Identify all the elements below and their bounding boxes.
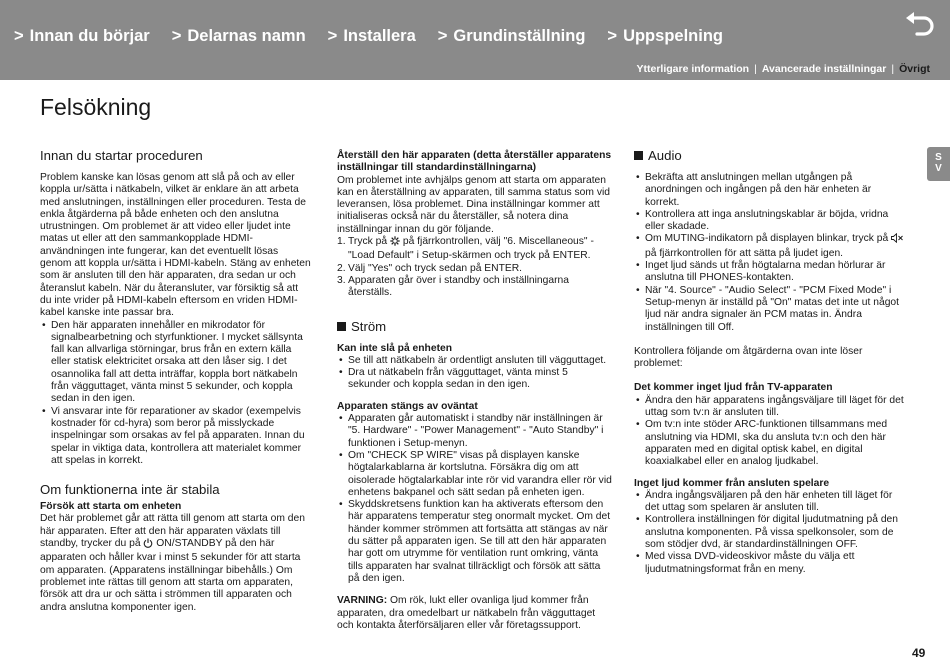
list-text-a: Om MUTING-indikatorn på displayen blinkar, tryck på — [645, 233, 889, 245]
nav-uppspelning[interactable] — [607, 27, 723, 46]
restart-text-a: Det här problemet går att rätta till genom att starta om den här apparaten. Efter att den här apparaten växlats till standby, trycker du på — [40, 513, 305, 550]
bullet-list — [634, 395, 908, 469]
list-text-b: på fjärrkontrollen för att sätta på ljudet igen. — [645, 247, 844, 259]
nav-arrow: > — [14, 27, 24, 45]
subheading-player-no-sound: Inget ljud kommer från ansluten spelare — [634, 477, 830, 489]
square-bullet-icon — [337, 322, 346, 331]
mute-icon — [891, 233, 904, 247]
step-item — [337, 236, 613, 263]
list-item: • Kontrollera inställningen för digital ljudutmatning på den anslutna komponenten. På vissa spelkonsoler, som de som stödjer dvd, är standardinställningen OFF. — [634, 514, 908, 551]
list-item: • Med vissa DVD-videoskivor måste du välja ett ljudutmatningsformat från en meny. — [634, 551, 908, 576]
nav-arrow: > — [437, 27, 448, 45]
page-number: 49 — [912, 646, 926, 660]
lang-letter: V — [935, 163, 942, 174]
section-heading-audio — [634, 148, 908, 164]
list-item: • Apparaten går automatiskt i standby när inställningen är "5. Hardware" - "Power Management" - "Auto Standby" i funktionen i Setup-menyn. — [337, 413, 613, 450]
reset-steps — [337, 236, 613, 299]
nav-label: Innan du börjar — [29, 27, 150, 45]
nav-arrow: > — [607, 27, 618, 45]
restart-paragraph — [40, 513, 312, 613]
section-heading-unstable: Om funktionerna inte är stabila — [40, 482, 220, 498]
square-bullet-icon — [634, 151, 643, 160]
step-text-a: Tryck på — [348, 236, 388, 248]
language-tab[interactable] — [927, 147, 950, 181]
subnav-separator: | — [754, 63, 757, 75]
intro-paragraph: Problem kanske kan lösas genom att slå på och av eller koppla ur/sätta i nätkabeln, vilket är enklare än att arbeta med anslutningen, inställningen eller proceduren. Testa de enkla åtgärderna på både enheten och den anslutna utrustningen. Om problemet är att video eller ljudet inte matas ut eller att den sammankopplade HDMI-användningen inte fungerar, kan det eventuellt lösas genom att koppla ur/sätta i HDMI-kabeln. Stäng av enheten som är ansluten till den här apparaten, dra sedan ur och återanslut kabeln. När du återansluter, var försiktig så att du inte vrider på HDMI-kabeln eftersom en vriden HDMI-kabel kanske inte passar bra. — [40, 172, 311, 319]
section-heading-before-start: Innan du startar proceduren — [40, 148, 203, 163]
column-3 — [634, 148, 908, 576]
subnav-ovrigt[interactable]: Övrigt — [899, 63, 930, 75]
list-item: • Skyddskretsens funktion kan ha aktiverats eftersom den här apparatens temperatur steg onormalt mycket. Om det händer kommer strömmen att fortsätta att stängas av när du sätter på apparaten igen. Se till att den här apparaten har gott om utrymme för ventilation runt omkring, vänta tills apparaten har svalnat tillräckligt och försök att sätta på den igen. — [337, 499, 613, 585]
nav-label: Grundinställning — [453, 27, 586, 45]
nav-label: Delarnas namn — [187, 27, 306, 45]
list-item — [634, 233, 908, 260]
nav-grundinstallning[interactable] — [438, 27, 586, 46]
warning-text: Om rök, lukt eller ovanliga ljud kommer från apparaten, dra omedelbart ur nätkabeln från vägguttaget och kontakta återförsäljaren eller vår företagssupport. — [337, 595, 596, 631]
section-heading-strom — [337, 319, 613, 335]
step-text: Välj "Yes" och tryck sedan på ENTER. — [348, 262, 523, 274]
nav-delarnas-namn[interactable] — [172, 27, 306, 46]
nav-label: Uppspelning — [623, 27, 723, 45]
list-item: • Ändra ingångsväljaren på den här enheten till läget för det uttag som spelaren är ansluten till. — [634, 490, 908, 515]
list-item: • Den här apparaten innehåller en mikrodator för signalbearbetning och styrfunktioner. I mycket sällsynta fall kan allvarliga störningar, brus från en extern källa eller statisk elektricitet orsaka att den låser sig. I det osannolika fall att detta inträffar, koppla bort nätkabeln från vägguttaget, vänta minst 5 sekunder, och koppla sedan in den igen. — [40, 320, 312, 406]
list-item: • Kontrollera att inga anslutningskablar är böjda, vridna eller skadade. — [634, 209, 908, 234]
list-item: • Se till att nätkabeln är ordentligt ansluten till vägguttaget. — [337, 355, 613, 367]
nav-arrow: > — [171, 27, 182, 45]
reset-paragraph: Om problemet inte avhjälps genom att starta om apparaten kan en återställning av apparaten, till samma status som vid leveransen, lösa problemet. Dina inställningar kommer att initialiseras också när du återställer, så notera dina inställningar innan du gör följande. — [337, 174, 611, 235]
warning-label: VARNING: — [337, 595, 388, 607]
subnav-avancerade-installningar[interactable]: Avancerade inställningar — [761, 63, 887, 75]
subheading-restart: Försök att starta om enheten — [40, 501, 182, 513]
nav-arrow: > — [327, 27, 338, 45]
list-item: • När "4. Source" - "Audio Select" - "PCM Fixed Mode" i Setup-menyn är inställd på "On" matas det inte ut något ljud när andra signaler än PCM matas in. Ändra inställningen till Off. — [634, 285, 908, 334]
list-item: • Inget ljud sänds ut från högtalarna medan hörlurar är anslutna till PHONES-kontakten. — [634, 260, 908, 285]
subheading-power-off: Apparaten stängs av oväntat — [337, 400, 478, 412]
step-text: Apparaten går över i standby och inställningarna återställs. — [348, 274, 569, 299]
bullet-list — [337, 355, 613, 392]
subnav-ytterligare-information[interactable]: Ytterligare information — [636, 63, 750, 75]
step-number: 2. — [337, 262, 346, 274]
nav-installera[interactable] — [328, 27, 416, 46]
lang-letter: S — [935, 152, 942, 163]
top-navigation-bar — [0, 0, 950, 80]
list-item: • Bekräfta att anslutningen mellan utgången på anordningen och ingången på den här enheten är korrekt. — [634, 172, 908, 209]
bullet-list — [634, 172, 908, 334]
section-heading-label: Audio — [648, 148, 682, 163]
warning-paragraph — [337, 595, 613, 632]
section-heading-label: Ström — [351, 318, 387, 334]
subnav-separator: | — [891, 63, 895, 75]
restart-text-b: ON/STANDBY på den här apparaten och håller kvar i minst 5 sekunder för att starta om apparaten. (Apparatens inställningar bibehålls.) Om problemet inte rättas till genom att starta om apparaten, försök att dra ur och sätta i strömmen till apparaten och andra anslutna komponenter igen. — [40, 538, 301, 613]
step-item — [337, 263, 613, 275]
list-item: • Dra ut nätkabeln från vägguttaget, vänta minst 5 sekunder och koppla sedan in den igen. — [337, 367, 613, 392]
back-arrow-icon[interactable] — [903, 10, 937, 40]
column-1 — [40, 148, 312, 614]
subheading-tv-no-sound: Det kommer inget ljud från TV-apparaten — [634, 382, 833, 394]
step-number: 3. — [337, 274, 346, 286]
nav-label: Installera — [343, 27, 416, 45]
main-nav — [14, 27, 745, 46]
bullet-list — [40, 320, 312, 468]
check-paragraph: Kontrollera följande om åtgärderna ovan inte löser problemet: — [634, 345, 863, 370]
sub-navigation — [637, 63, 931, 75]
column-2 — [337, 150, 613, 632]
step-item — [337, 275, 613, 300]
bullet-list — [337, 413, 613, 585]
subheading-power-on: Kan inte slå på enheten — [337, 342, 453, 354]
power-icon — [143, 538, 153, 552]
gear-icon — [390, 236, 400, 250]
nav-innan-du-borjar[interactable] — [14, 27, 150, 46]
list-item: • Om "CHECK SP WIRE" visas på displayen kanske högtalarkablarna är kortslutna. Försäkra dig om att oisolerade högtalarkablar inte rör vid varandra eller rör vid enhetens bakpanel och sätt sedan på enheten igen. — [337, 450, 613, 499]
step-text-b: på fjärrkontrollen, välj "6. Miscellaneous" - "Load Default" i Setup-skärmen och tryck på ENTER. — [348, 236, 594, 262]
page-title: Felsökning — [40, 94, 152, 120]
list-item: • Ändra den här apparatens ingångsväljare till läget för det uttag som tv:n är ansluten till. — [634, 395, 908, 420]
step-number: 1. — [337, 236, 346, 248]
bullet-list — [634, 490, 908, 576]
subheading-reset: Återställ den här apparaten (detta återställer apparatens inställningar till standardinställningarna) — [337, 150, 612, 174]
list-item: • Om tv:n inte stöder ARC-funktionen tillsammans med anslutning via HDMI, ska du ansluta tv:n och den här apparaten med en digital optisk kabel, en digital koaxialkabel eller en analog ljudkabel. — [634, 419, 908, 468]
list-item: • Vi ansvarar inte för reparationer av skador (exempelvis kostnader för cd-hyra) som beror på misslyckade inspelningar som orsakas av fel på apparaten. Innan du spelar in viktiga data, kontrollera att materialet kommer att spelas in korrekt. — [40, 406, 312, 467]
